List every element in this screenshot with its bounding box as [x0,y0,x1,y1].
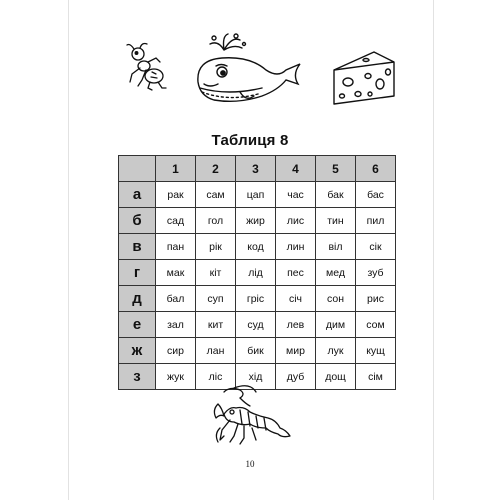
table-cell: суп [196,286,236,312]
column-header: 5 [316,156,356,182]
table-cell: сад [156,208,196,234]
row-header: з [119,364,156,390]
table-cell: жир [236,208,276,234]
table-row [119,208,396,234]
column-header: 1 [156,156,196,182]
table-cell: сир [156,338,196,364]
column-header: 6 [356,156,396,182]
table-cell: пес [276,260,316,286]
table-cell: гол [196,208,236,234]
whale-icon [188,30,306,110]
header-row [119,156,396,182]
table-cell: час [276,182,316,208]
table-cell: жук [156,364,196,390]
table-cell: бик [236,338,276,364]
table-cell: ліс [196,364,236,390]
table-title: Таблиця 8 [211,132,289,149]
table-cell: кущ [356,338,396,364]
table-cell: рак [156,182,196,208]
table-cell: кит [196,312,236,338]
row-header: в [119,234,156,260]
table-cell: лан [196,338,236,364]
table-row [119,312,396,338]
syllable-table [118,155,396,390]
table-cell: дуб [276,364,316,390]
table-cell: пил [356,208,396,234]
cheese-icon [330,48,398,106]
row-header: д [119,286,156,312]
table-row [119,260,396,286]
row-header: г [119,260,156,286]
table-cell: лев [276,312,316,338]
table-cell: мед [316,260,356,286]
table-cell: рік [196,234,236,260]
table-cell: сам [196,182,236,208]
table-cell: бак [316,182,356,208]
table-row [119,338,396,364]
table-cell: зал [156,312,196,338]
table-cell: суд [236,312,276,338]
row-header: б [119,208,156,234]
table-cell: гріс [236,286,276,312]
column-header: 4 [276,156,316,182]
table-cell: лин [276,234,316,260]
table-cell: мир [276,338,316,364]
table-cell: сім [356,364,396,390]
table-cell: пан [156,234,196,260]
table-cell: цап [236,182,276,208]
crayfish-icon [210,384,292,448]
column-header: 2 [196,156,236,182]
table-cell: код [236,234,276,260]
page-number: 10 [245,459,255,469]
table-cell: бас [356,182,396,208]
table-cell: мак [156,260,196,286]
table-cell: сом [356,312,396,338]
table-cell: рис [356,286,396,312]
row-header: ж [119,338,156,364]
table-cell: тин [316,208,356,234]
table-cell: сік [356,234,396,260]
table-cell: лід [236,260,276,286]
table-cell: зуб [356,260,396,286]
table-cell: лис [276,208,316,234]
table-cell: лук [316,338,356,364]
column-header: 3 [236,156,276,182]
table-cell: хід [236,364,276,390]
table-row [119,182,396,208]
ant-icon [122,42,168,92]
row-header: е [119,312,156,338]
table-cell: січ [276,286,316,312]
table-cell: віл [316,234,356,260]
table-cell: сон [316,286,356,312]
table-cell: бал [156,286,196,312]
table-row [119,234,396,260]
table-cell: дим [316,312,356,338]
table-row [119,286,396,312]
table-cell: кіт [196,260,236,286]
corner-cell [119,156,156,182]
table-cell: дощ [316,364,356,390]
row-header: а [119,182,156,208]
